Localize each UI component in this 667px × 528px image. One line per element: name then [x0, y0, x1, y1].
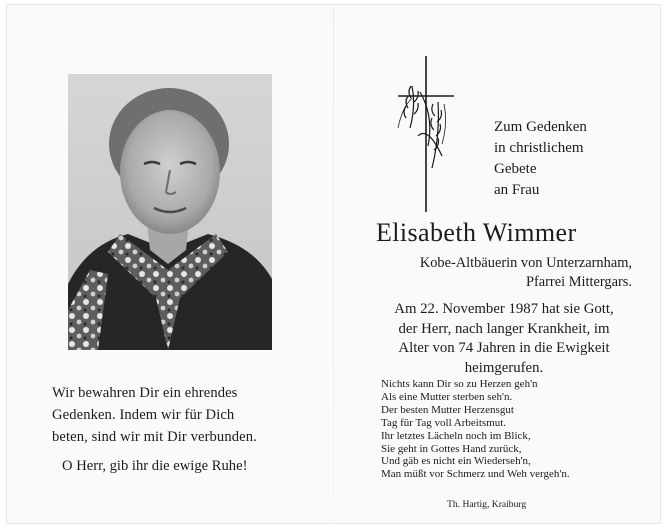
intro-line: Gebete	[494, 161, 537, 177]
card-fold	[333, 4, 334, 524]
intro-line: Zum Gedenken	[494, 119, 587, 135]
poem-line: Und gäb es nicht ein Wiederseh'n,	[381, 455, 531, 468]
poem-line: Ihr letztes Lächeln noch im Blick,	[381, 429, 531, 442]
subtitle-line: Kobe-Altbäuerin von Unterzarnham,	[419, 255, 632, 271]
cross-with-wheat-icon	[388, 56, 468, 212]
remembrance-line: Gedenken. Indem wir für Dich	[52, 407, 235, 423]
death-line: heimgerufen.	[464, 359, 544, 376]
poem-line: Tag für Tag voll Arbeitsmut.	[381, 416, 507, 429]
subtitle-line: Pfarrei Mittergars.	[525, 274, 632, 290]
poem-line: Man müßt vor Schmerz und Weh vergeh'n.	[381, 468, 570, 481]
poem-line: Als eine Mutter sterben seh'n.	[381, 390, 513, 403]
intro-line: an Frau	[494, 182, 540, 198]
memorial-poem	[381, 378, 641, 481]
deceased-subtitle	[340, 254, 632, 292]
poem-line: Sie geht in Gottes Hand zurück,	[381, 442, 522, 455]
death-notice	[362, 300, 646, 378]
deceased-name: Elisabeth Wimmer	[376, 218, 577, 247]
intro-line: in christlichem	[494, 140, 584, 156]
poem-line: Der besten Mutter Herzensgut	[381, 403, 514, 416]
death-line: Am 22. November 1987 hat sie Gott,	[394, 301, 614, 317]
printer-credit: Th. Hartig, Kraiburg	[447, 499, 527, 510]
intro-text	[494, 117, 587, 201]
poem-line: Nichts kann Dir so zu Herzen geh'n	[381, 378, 538, 390]
remembrance-text	[52, 382, 302, 448]
death-line: der Herr, nach langer Krankheit, im	[398, 320, 610, 337]
remembrance-line: beten, sind wir mit Dir verbunden.	[52, 429, 257, 445]
portrait-photo	[68, 74, 272, 350]
prayer-line: O Herr, gib ihr die ewige Ruhe!	[62, 458, 248, 474]
death-line: Alter von 74 Jahren in die Ewigkeit	[398, 340, 610, 356]
remembrance-line: Wir bewahren Dir ein ehrendes	[52, 385, 238, 401]
